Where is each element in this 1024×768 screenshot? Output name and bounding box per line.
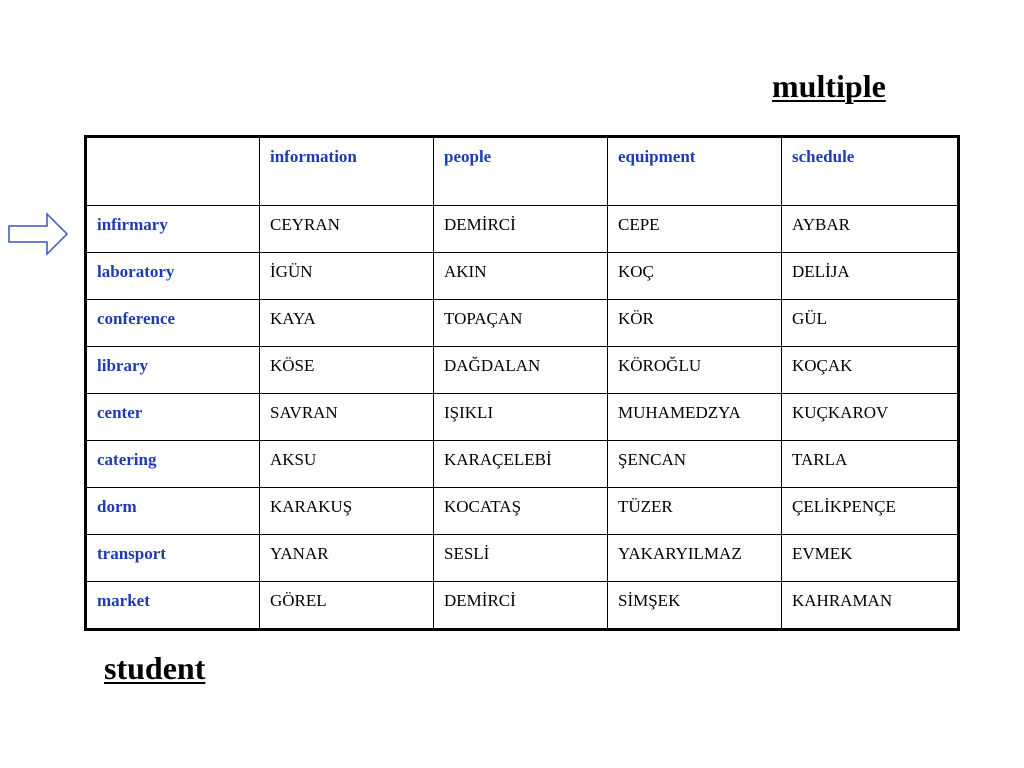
table-cell: CEPE (608, 206, 782, 253)
title-student: student (104, 650, 206, 686)
row-header: conference (86, 300, 260, 347)
header-corner-cell (86, 137, 260, 206)
row-header: library (86, 347, 260, 394)
row-header: market (86, 582, 260, 630)
table-cell: YANAR (260, 535, 434, 582)
row-header: infirmary (86, 206, 260, 253)
table-cell: AKSU (260, 441, 434, 488)
right-outline-arrow-icon (7, 212, 69, 256)
table-cell: KÖSE (260, 347, 434, 394)
table-cell: DAĞDALAN (434, 347, 608, 394)
column-header: equipment (608, 137, 782, 206)
row-header: transport (86, 535, 260, 582)
row-header: catering (86, 441, 260, 488)
table-row (86, 535, 959, 582)
table-cell: ÇELİKPENÇE (782, 488, 959, 535)
table-cell: CEYRAN (260, 206, 434, 253)
table-cell: MUHAMEDZYA (608, 394, 782, 441)
table-cell: SESLİ (434, 535, 608, 582)
table-row (86, 347, 959, 394)
row-header: laboratory (86, 253, 260, 300)
column-header: schedule (782, 137, 959, 206)
table-cell: SİMŞEK (608, 582, 782, 630)
table-cell: KARAÇELEBİ (434, 441, 608, 488)
table-cell: GÜL (782, 300, 959, 347)
table-cell: KOÇAK (782, 347, 959, 394)
table-cell: IŞIKLI (434, 394, 608, 441)
table-row (86, 206, 959, 253)
table-cell: AKIN (434, 253, 608, 300)
column-header: information (260, 137, 434, 206)
table-cell: EVMEK (782, 535, 959, 582)
table-row (86, 441, 959, 488)
row-header: dorm (86, 488, 260, 535)
table-cell: DEMİRCİ (434, 206, 608, 253)
table-header-row (86, 137, 959, 206)
table-cell: SAVRAN (260, 394, 434, 441)
table-cell: KUÇKAROV (782, 394, 959, 441)
table-cell: KOÇ (608, 253, 782, 300)
table-cell: AYBAR (782, 206, 959, 253)
table-cell: TÜZER (608, 488, 782, 535)
table-cell: KARAKUŞ (260, 488, 434, 535)
table-row (86, 300, 959, 347)
table-row (86, 394, 959, 441)
assignment-table (84, 135, 960, 631)
table-cell: TOPAÇAN (434, 300, 608, 347)
table-cell: DELİJA (782, 253, 959, 300)
table-row (86, 582, 959, 630)
table-body (86, 137, 959, 630)
title-multiple: multiple (772, 68, 886, 104)
table-cell: KÖROĞLU (608, 347, 782, 394)
table-cell: YAKARYILMAZ (608, 535, 782, 582)
table-cell: TARLA (782, 441, 959, 488)
table-cell: KAYA (260, 300, 434, 347)
table-cell: KÖR (608, 300, 782, 347)
table-cell: KAHRAMAN (782, 582, 959, 630)
table-cell: DEMİRCİ (434, 582, 608, 630)
row-header: center (86, 394, 260, 441)
table-row (86, 253, 959, 300)
table-cell: GÖREL (260, 582, 434, 630)
table-cell: İGÜN (260, 253, 434, 300)
column-header: people (434, 137, 608, 206)
table-cell: ŞENCAN (608, 441, 782, 488)
table-row (86, 488, 959, 535)
table-cell: KOCATAŞ (434, 488, 608, 535)
